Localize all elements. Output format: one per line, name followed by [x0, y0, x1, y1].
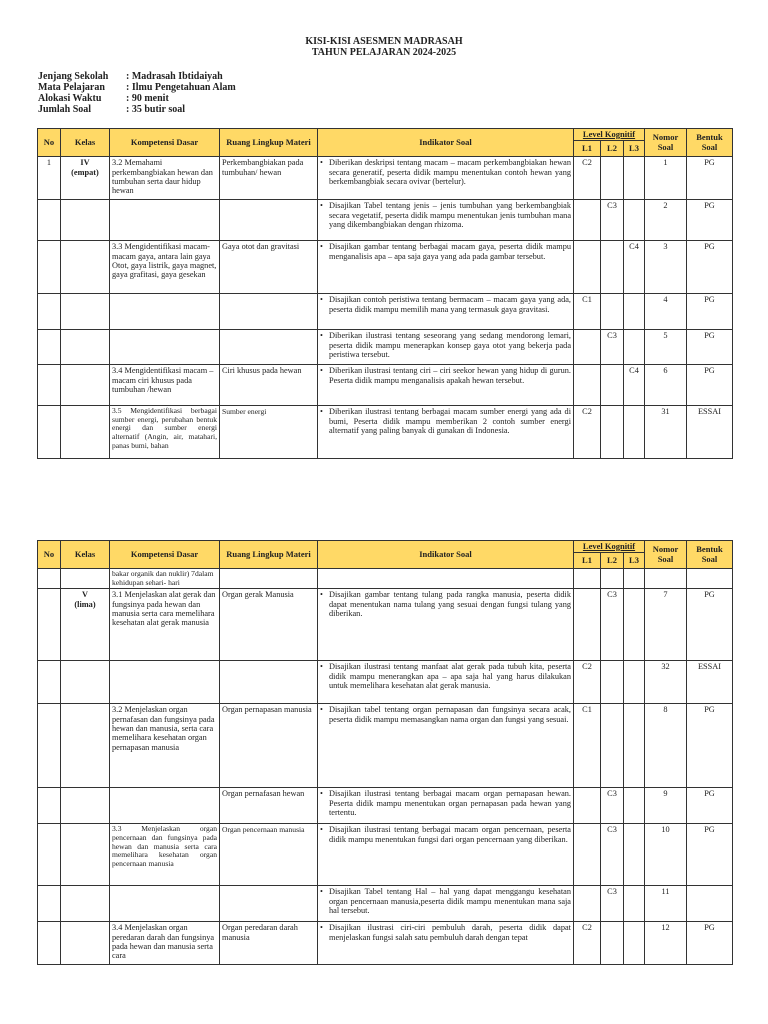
cell-l3 — [624, 157, 645, 200]
cell-kelas — [61, 200, 110, 241]
cell-bentuk: PG — [687, 922, 733, 965]
bullet-icon: • — [320, 366, 323, 376]
indikator-text: Disajikan ilustrasi tentang berbagai macam organ pernapasan hewan. Peserta didik mampu menentukan organ pernapasan pada hewan yang tertentu. — [329, 789, 571, 818]
cell-kelas — [61, 330, 110, 365]
cell-l1 — [574, 200, 601, 241]
cell-kompetensi-dasar: 3.3 Menjelaskan organ pencernaan dan fungsinya pada hewan dan manusia serta cara memelihara kesehatan organ pencernaan manusia — [110, 824, 220, 886]
cell-no — [38, 589, 61, 661]
header-ruang-lingkup: Ruang Lingkup Materi — [220, 129, 318, 157]
meta-value: : Madrasah Ibtidaiyah — [126, 71, 223, 82]
cell-l1 — [574, 330, 601, 365]
cell-kompetensi-dasar: 3.5 Mengidentifikasi berbagai sumber energi, perubahan bentuk energi dan sumber energi alternatif (Angin, air, matahari, panas bumi, bahan — [110, 406, 220, 459]
cell-kelas — [61, 365, 110, 406]
header-l2: L2 — [601, 553, 624, 569]
table-row-continuation — [38, 569, 733, 589]
table-row — [38, 241, 733, 294]
header-level-kognitif: Level Kognitif — [574, 541, 645, 553]
meta-value: : Ilmu Pengetahuan Alam — [126, 82, 236, 93]
cell-nomor: 11 — [645, 886, 687, 922]
bullet-icon: • — [320, 201, 323, 211]
cell-nomor — [645, 569, 687, 589]
cell-l1 — [574, 569, 601, 589]
cell-no — [38, 922, 61, 965]
cell-kelas — [61, 157, 110, 200]
bullet-icon: • — [320, 158, 323, 168]
cell-no — [38, 886, 61, 922]
cell-kompetensi-dasar: bakar organik dan nuklir) 7dalam kehidupan sehari- hari — [110, 569, 220, 589]
cell-kompetensi-dasar: 3.4 Menjelaskan organ peredaran darah dan fungsinya pada hewan dan manusia serta cara — [110, 922, 220, 965]
cell-nomor: 3 — [645, 241, 687, 294]
indikator-text: Disajikan gambar tentang berbagai macam gaya, peserta didik mampu menganalisis apa – apa saja gaya yang ada pada gambar tersebut. — [329, 242, 571, 261]
document-title: KISI-KISI ASESMEN MADRASAH — [305, 36, 463, 47]
indikator-item — [320, 923, 571, 942]
cell-l3: C4 — [624, 365, 645, 406]
header-bentuk-soal: Bentuk Soal — [687, 541, 733, 569]
cell-no — [38, 330, 61, 365]
cell-kelas — [61, 241, 110, 294]
cell-kelas — [61, 569, 110, 589]
cell-l1: C2 — [574, 922, 601, 965]
cell-no — [38, 824, 61, 886]
cell-kelas — [61, 704, 110, 788]
cell-kompetensi-dasar — [110, 200, 220, 241]
cell-kelas — [61, 294, 110, 330]
indikator-item — [320, 705, 571, 724]
indikator-text: Disajikan ilustrasi ciri-ciri pembuluh darah, peserta didik dapat menjelaskan fungsi salah satu pembuluh darah dengan tepat — [329, 923, 571, 942]
header-level-kognitif: Level Kognitif — [574, 129, 645, 141]
header-l1: L1 — [574, 141, 601, 157]
cell-kompetensi-dasar — [110, 330, 220, 365]
cell-bentuk: PG — [687, 365, 733, 406]
cell-kompetensi-dasar: 3.4 Mengidentifikasi macam – macam ciri khusus pada tumbuhan /hewan — [110, 365, 220, 406]
cell-kompetensi-dasar — [110, 294, 220, 330]
cell-l3 — [624, 406, 645, 459]
cell-kompetensi-dasar — [110, 788, 220, 824]
cell-kompetensi-dasar: 3.2 Menjelaskan organ pernafasan dan fungsinya pada hewan dan manusia, serta cara memelihara kesehatan organ pernapasan manusia — [110, 704, 220, 788]
header-l1: L1 — [574, 553, 601, 569]
indikator-item — [320, 295, 571, 314]
indikator-text: Diberikan deskripsi tentang macam – macam perkembangbiakan hewan secara generatif, peserta didik mampu menentukan contoh hewan yang berkembangbiak secara ovivar (bertelur). — [329, 158, 571, 186]
cell-nomor: 31 — [645, 406, 687, 459]
indikator-item — [320, 662, 571, 690]
cell-no — [38, 365, 61, 406]
kelas-sub-label: (empat) — [71, 167, 99, 177]
cell-l3 — [624, 704, 645, 788]
cell-l3 — [624, 824, 645, 886]
cell-kompetensi-dasar — [110, 661, 220, 704]
cell-materi — [220, 569, 318, 589]
table-row — [38, 661, 733, 704]
cell-l1: C2 — [574, 661, 601, 704]
cell-bentuk: PG — [687, 294, 733, 330]
table-row — [38, 589, 733, 661]
cell-indikator — [318, 886, 574, 922]
cell-l2: C3 — [601, 788, 624, 824]
indikator-text: Disajikan tabel tentang organ pernapasan dan fungsinya secara acak, peserta didik mampu memasangkan nama organ dan fungsi yang sesuai. — [329, 705, 571, 724]
cell-kelas — [61, 661, 110, 704]
cell-kelas — [61, 886, 110, 922]
cell-l1: C1 — [574, 294, 601, 330]
cell-l1: C2 — [574, 157, 601, 200]
bullet-icon: • — [320, 242, 323, 252]
meta-row-jumlah — [38, 104, 236, 115]
indikator-text: Disajikan contoh peristiwa tentang bermacam – macam gaya yang ada, peserta didik mampu memilih mana yang termasuk gaya gravitasi. — [329, 295, 571, 314]
cell-l3 — [624, 661, 645, 704]
cell-kelas — [61, 589, 110, 661]
cell-kelas — [61, 824, 110, 886]
table-row — [38, 330, 733, 365]
indikator-text: Disajikan ilustrasi tentang manfaat alat gerak pada tubuh kita, peserta didik mampu menerangkan apa – apa saja hal yang harus dilakukan untuk memelihara kesehatan alat gerak manusia. — [329, 662, 571, 691]
cell-l1 — [574, 589, 601, 661]
header-ruang-lingkup: Ruang Lingkup Materi — [220, 541, 318, 569]
indikator-item — [320, 201, 571, 229]
bullet-icon: • — [320, 295, 323, 305]
cell-materi: Sumber energi — [220, 406, 318, 459]
cell-kelas — [61, 406, 110, 459]
cell-indikator — [318, 241, 574, 294]
cell-l1 — [574, 241, 601, 294]
cell-l1 — [574, 824, 601, 886]
table-row — [38, 294, 733, 330]
cell-bentuk — [687, 886, 733, 922]
cell-l2 — [601, 406, 624, 459]
indikator-item — [320, 789, 571, 817]
cell-no: 1 — [38, 157, 61, 200]
cell-nomor: 4 — [645, 294, 687, 330]
cell-indikator — [318, 406, 574, 459]
cell-nomor: 8 — [645, 704, 687, 788]
header-indikator: Indikator Soal — [318, 541, 574, 569]
document-meta — [38, 71, 236, 115]
cell-materi — [220, 330, 318, 365]
cell-l1: C2 — [574, 406, 601, 459]
table-row — [38, 788, 733, 824]
meta-label: Jumlah Soal — [38, 104, 92, 115]
cell-kelas — [61, 788, 110, 824]
cell-kompetensi-dasar: 3.3 Mengidentifikasi macam-macam gaya, antara lain gaya Otot, gaya listrik, gaya magnet, gaya grafitasi, gaya gesekan — [110, 241, 220, 294]
cell-no — [38, 661, 61, 704]
cell-bentuk: PG — [687, 824, 733, 886]
cell-materi: Organ pernapasan manusia — [220, 704, 318, 788]
kisi-kisi-table-page-1 — [37, 128, 733, 459]
cell-nomor: 32 — [645, 661, 687, 704]
header-kompetensi-dasar: Kompetensi Dasar — [110, 129, 220, 157]
cell-indikator — [318, 824, 574, 886]
cell-l2 — [601, 365, 624, 406]
header-l3: L3 — [624, 553, 645, 569]
table-row — [38, 157, 733, 200]
cell-bentuk: PG — [687, 241, 733, 294]
table-row — [38, 200, 733, 241]
cell-nomor: 10 — [645, 824, 687, 886]
cell-l3 — [624, 200, 645, 241]
cell-kompetensi-dasar: 3.1 Menjelaskan alat gerak dan fungsinya pada hewan dan manusia serta cara memelihara kesehatan alat gerak manusia — [110, 589, 220, 661]
header-kelas: Kelas — [61, 129, 110, 157]
cell-no — [38, 569, 61, 589]
indikator-text: Disajikan gambar tentang tulang pada rangka manusia, peserta didik dapat menentukan nama tulang yang sesuai dengan fungsi tulang yang diberikan. — [329, 590, 571, 619]
cell-l3 — [624, 886, 645, 922]
cell-no — [38, 406, 61, 459]
indikator-item — [320, 242, 571, 261]
header-no: No — [38, 129, 61, 157]
cell-materi — [220, 200, 318, 241]
cell-l2 — [601, 704, 624, 788]
indikator-item — [320, 366, 571, 385]
cell-l2 — [601, 294, 624, 330]
cell-nomor: 2 — [645, 200, 687, 241]
meta-value: : 90 menit — [126, 93, 169, 104]
kelas-label: V — [82, 590, 88, 600]
indikator-text: Disajikan Tabel tentang Hal – hal yang dapat menggangu kesehatan organ pencernaan manusia,peserta didik mampu menentukan mana saja hal tersebut. — [329, 887, 571, 916]
indikator-text: Diberikan ilustrasi tentang seseorang yang sedang mendorong lemari, peserta didik mampu menerapkan konsep gaya otot yang bekerja pada peristiwa tersebut. — [329, 331, 571, 359]
cell-nomor: 5 — [645, 330, 687, 365]
kisi-kisi-table-page-2 — [37, 540, 733, 965]
meta-label: Jenjang Sekolah — [38, 71, 109, 82]
cell-l3 — [624, 330, 645, 365]
cell-l2 — [601, 569, 624, 589]
meta-row-alokasi — [38, 93, 236, 104]
cell-bentuk: ESSAI — [687, 406, 733, 459]
bullet-icon: • — [320, 705, 323, 715]
cell-nomor: 7 — [645, 589, 687, 661]
kelas-sub-label: (lima) — [74, 599, 96, 609]
table-row — [38, 922, 733, 965]
cell-kelas — [61, 922, 110, 965]
cell-indikator — [318, 330, 574, 365]
bullet-icon: • — [320, 662, 323, 672]
indikator-item — [320, 825, 571, 844]
bullet-icon: • — [320, 923, 323, 933]
header-kompetensi-dasar: Kompetensi Dasar — [110, 541, 220, 569]
kelas-label: IV — [80, 158, 90, 168]
bullet-icon: • — [320, 887, 323, 897]
cell-l2 — [601, 922, 624, 965]
indikator-item — [320, 331, 571, 359]
cell-l3 — [624, 294, 645, 330]
cell-materi: Gaya otot dan gravitasi — [220, 241, 318, 294]
cell-indikator — [318, 704, 574, 788]
indikator-item — [320, 407, 571, 435]
cell-indikator — [318, 157, 574, 200]
cell-bentuk: PG — [687, 200, 733, 241]
bullet-icon: • — [320, 590, 323, 600]
table-row — [38, 824, 733, 886]
header-indikator: Indikator Soal — [318, 129, 574, 157]
indikator-item — [320, 590, 571, 618]
cell-l3 — [624, 589, 645, 661]
cell-l2: C3 — [601, 200, 624, 241]
cell-l2: C3 — [601, 330, 624, 365]
cell-nomor: 9 — [645, 788, 687, 824]
cell-indikator — [318, 661, 574, 704]
cell-materi — [220, 294, 318, 330]
cell-materi: Organ peredaran darah manusia — [220, 922, 318, 965]
header-kelas: Kelas — [61, 541, 110, 569]
cell-indikator — [318, 294, 574, 330]
cell-l1 — [574, 886, 601, 922]
meta-row-jenjang — [38, 71, 236, 82]
cell-nomor: 6 — [645, 365, 687, 406]
document-subtitle: TAHUN PELAJARAN 2024-2025 — [311, 47, 457, 58]
cell-l2 — [601, 157, 624, 200]
header-no: No — [38, 541, 61, 569]
header-l3: L3 — [624, 141, 645, 157]
indikator-text: Diberikan ilustrasi tentang ciri – ciri seekor hewan yang hidup di gurun. Peserta didik mampu menganalisis apakah hewan tersebut. — [329, 366, 571, 385]
cell-indikator — [318, 589, 574, 661]
cell-materi: Organ gerak Manusia — [220, 589, 318, 661]
cell-no — [38, 200, 61, 241]
cell-l2: C3 — [601, 886, 624, 922]
table-row — [38, 886, 733, 922]
cell-indikator — [318, 788, 574, 824]
cell-nomor: 1 — [645, 157, 687, 200]
cell-materi — [220, 661, 318, 704]
cell-indikator — [318, 569, 574, 589]
cell-kompetensi-dasar — [110, 886, 220, 922]
cell-l2: C3 — [601, 589, 624, 661]
indikator-item — [320, 158, 571, 186]
cell-l3 — [624, 922, 645, 965]
cell-bentuk — [687, 569, 733, 589]
indikator-text: Diberikan ilustrasi tentang berbagai macam sumber energi yang ada di bumi, Peserta didik mampu memberikan 2 contoh sumber energi alternatif yang paling banyak di gunakan di Indonesia. — [329, 407, 571, 435]
indikator-text: Disajikan Tabel tentang jenis – jenis tumbuhan yang berkembangbiak secara vegetatif, peserta didik mampu menentukan jenis tumbuhan mana yang dikembangbiakan dengan rhizoma. — [329, 201, 571, 229]
meta-label: Mata Pelajaran — [38, 82, 105, 93]
cell-l2: C3 — [601, 824, 624, 886]
cell-l1 — [574, 788, 601, 824]
cell-l1 — [574, 365, 601, 406]
cell-indikator — [318, 922, 574, 965]
cell-bentuk: PG — [687, 157, 733, 200]
cell-materi: Organ pencernaan manusia — [220, 824, 318, 886]
meta-label: Alokasi Waktu — [38, 93, 102, 104]
cell-materi: Ciri khusus pada hewan — [220, 365, 318, 406]
bullet-icon: • — [320, 789, 323, 799]
header-nomor-soal: Nomor Soal — [645, 541, 687, 569]
meta-value: : 35 butir soal — [126, 104, 185, 115]
header-l2: L2 — [601, 141, 624, 157]
cell-l2 — [601, 241, 624, 294]
cell-bentuk: PG — [687, 589, 733, 661]
bullet-icon: • — [320, 331, 323, 341]
cell-indikator — [318, 200, 574, 241]
cell-bentuk: ESSAI — [687, 661, 733, 704]
header-nomor-soal: Nomor Soal — [645, 129, 687, 157]
bullet-icon: • — [320, 407, 323, 417]
cell-no — [38, 788, 61, 824]
cell-nomor: 12 — [645, 922, 687, 965]
cell-materi: Perkembangbiakan pada tumbuhan/ hewan — [220, 157, 318, 200]
cell-l1: C1 — [574, 704, 601, 788]
meta-row-mapel — [38, 82, 236, 93]
bullet-icon: • — [320, 825, 323, 835]
cell-bentuk: PG — [687, 330, 733, 365]
header-bentuk-soal: Bentuk Soal — [687, 129, 733, 157]
cell-indikator — [318, 365, 574, 406]
cell-bentuk: PG — [687, 704, 733, 788]
indikator-text: Disajikan ilustrasi tentang berbagai macam organ pencernaan, peserta didik mampu menentukan fungsi dari organ pencernaan yang diberikan. — [329, 825, 571, 844]
indikator-item — [320, 887, 571, 915]
cell-l3: C4 — [624, 241, 645, 294]
cell-l3 — [624, 788, 645, 824]
table-row — [38, 365, 733, 406]
cell-bentuk: PG — [687, 788, 733, 824]
cell-materi: Organ pernafasan hewan — [220, 788, 318, 824]
cell-no — [38, 294, 61, 330]
cell-l2 — [601, 661, 624, 704]
cell-l3 — [624, 569, 645, 589]
cell-materi — [220, 886, 318, 922]
cell-kompetensi-dasar: 3.2 Memahami perkembangbiakan hewan dan tumbuhan serta daur hidup hewan — [110, 157, 220, 200]
table-row — [38, 406, 733, 459]
table-row — [38, 704, 733, 788]
cell-no — [38, 704, 61, 788]
cell-no — [38, 241, 61, 294]
